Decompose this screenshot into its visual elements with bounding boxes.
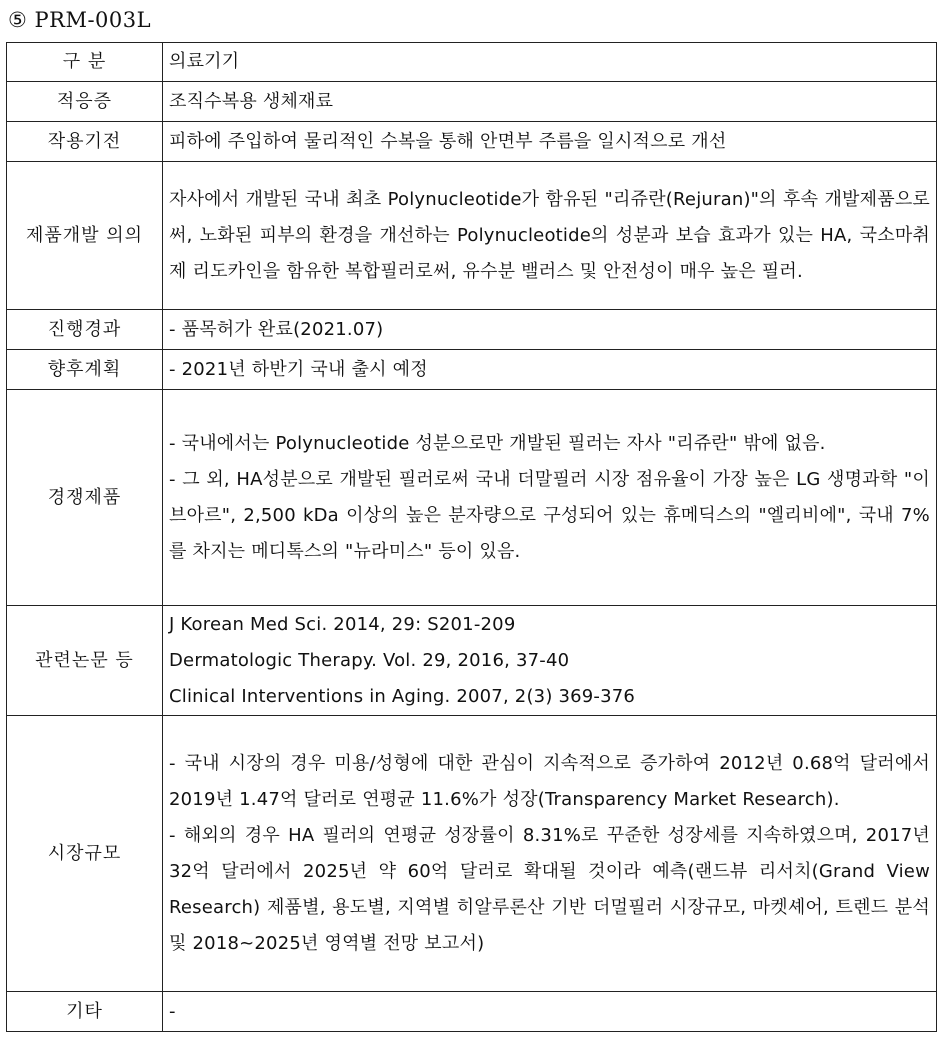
row-value-category: 의료기기 <box>163 43 937 82</box>
table-row <box>7 310 937 350</box>
row-label-mechanism: 작용기전 <box>7 122 163 162</box>
row-label-plan: 향후계획 <box>7 350 163 390</box>
row-value-market <box>163 716 937 992</box>
row-value-papers <box>163 606 937 716</box>
paper-citation: J Korean Med Sci. 2014, 29: S201-209 <box>169 613 516 635</box>
table-row <box>7 350 937 390</box>
section-heading: ⑤ PRM-003L <box>8 8 152 32</box>
row-value-competitors <box>163 390 937 606</box>
row-label-significance: 제품개발 의의 <box>7 162 163 310</box>
row-label-category: 구 분 <box>7 43 163 82</box>
paper-citation: Clinical Interventions in Aging. 2007, 2(3) 369-376 <box>169 685 636 707</box>
row-value-plan: - 2021년 하반기 국내 출시 예정 <box>163 350 937 390</box>
row-value-progress: - 품목허가 완료(2021.07) <box>163 310 937 350</box>
table-row <box>7 122 937 162</box>
paper-citation: Dermatologic Therapy. Vol. 29, 2016, 37-40 <box>169 649 570 671</box>
row-label-progress: 진행경과 <box>7 310 163 350</box>
product-spec-table <box>6 42 937 1032</box>
table-row <box>7 606 937 716</box>
competitors-paragraph-1: - 국내에서는 Polynucleotide 성분으로만 개발된 필러는 자사 "리쥬란" 밖에 없음. <box>169 432 826 454</box>
table-row <box>7 390 937 606</box>
row-label-competitors: 경쟁제품 <box>7 390 163 606</box>
row-value-mechanism: 피하에 주입하여 물리적인 수복을 통해 안면부 주름을 일시적으로 개선 <box>163 122 937 162</box>
competitors-paragraph-2: - 그 외, HA성분으로 개발된 필러로써 국내 더말필러 시장 점유율이 가장 높은 LG 생명과학 "이브아르", 2,500 kDa 이상의 높은 분자량으로 구성되어 있는 휴메딕스의 "엘리비에", 국내 7% 를 차지는 메디톡스의 "뉴라미스" 등이 있음. <box>169 468 930 562</box>
table-row <box>7 716 937 992</box>
row-value-indication: 조직수복용 생체재료 <box>163 82 937 122</box>
table-row <box>7 162 937 310</box>
row-label-market: 시장규모 <box>7 716 163 992</box>
row-value-significance: 자사에서 개발된 국내 최초 Polynucleotide가 함유된 "리쥬란(Rejuran)"의 후속 개발제품으로써, 노화된 피부의 환경을 개선하는 Polynucleotide의 성분과 보습 효과가 있는 HA, 국소마취제 리도카인을 함유한 복합필러로써, 유수분 밸러스 및 안전성이 매우 높은 필러. <box>163 162 937 310</box>
row-label-indication: 적응증 <box>7 82 163 122</box>
table-row <box>7 82 937 122</box>
row-value-etc: - <box>163 992 937 1032</box>
row-label-etc: 기타 <box>7 992 163 1032</box>
table-row <box>7 43 937 82</box>
row-label-papers: 관련논문 등 <box>7 606 163 716</box>
market-paragraph-1: - 국내 시장의 경우 미용/성형에 대한 관심이 지속적으로 증가하여 2012년 0.68억 달러에서 2019년 1.47억 달러로 연평균 11.6%가 성장(Transparency Market Research). <box>169 752 930 810</box>
market-paragraph-2: - 해외의 경우 HA 필러의 연평균 성장률이 8.31%로 꾸준한 성장세를 지속하였으며, 2017년 32억 달러에서 2025년 약 60억 달러로 확대될 것이라 예측(랜드뷰 리서치(Grand View Research) 제품별, 용도별, 지역별 히알루론산 기반 더멀필러 시장규모, 마켓셰어, 트렌드 분석 및 2018~2025년 영역별 전망 보고서) <box>169 824 930 954</box>
table-row <box>7 992 937 1032</box>
